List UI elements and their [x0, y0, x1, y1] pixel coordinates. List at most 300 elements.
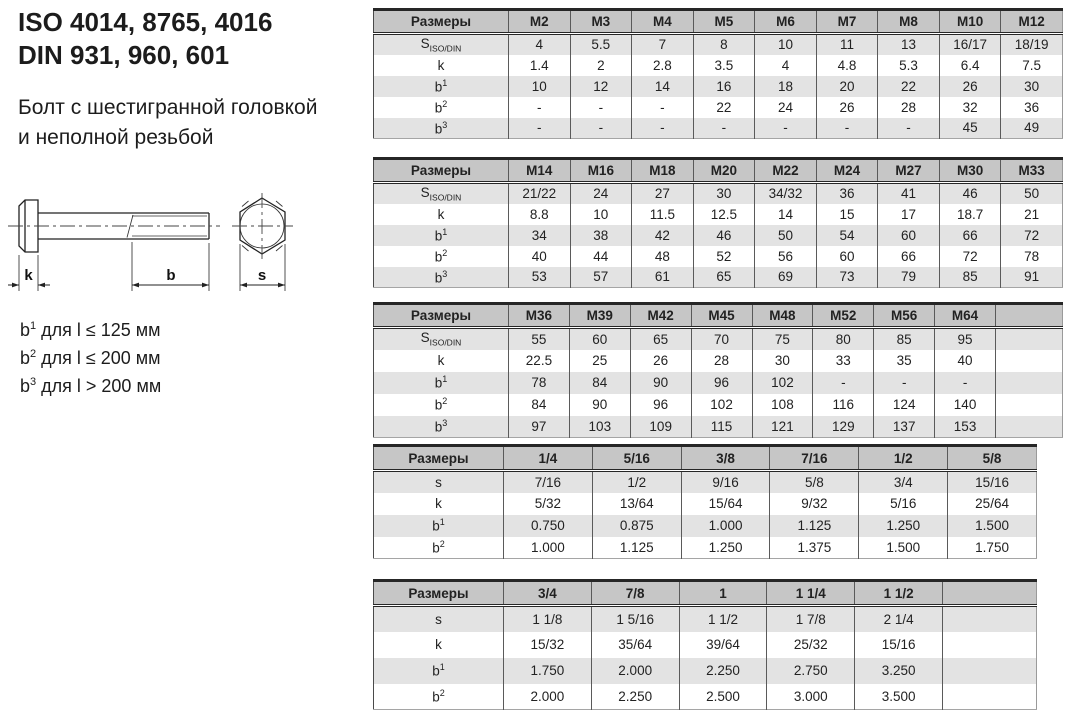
column-header: 7/16: [770, 446, 859, 471]
table-row-b2: [374, 246, 1063, 267]
value-cell: 46: [939, 183, 1001, 204]
column-header: M16: [570, 159, 632, 183]
value-cell: 3.000: [767, 684, 855, 710]
value-cell: 46: [693, 225, 755, 246]
value-cell: 3/4: [859, 471, 948, 493]
value-cell: 129: [813, 416, 874, 438]
column-header: M10: [939, 10, 1001, 34]
row-label-b2: $b^2$: [432, 539, 445, 556]
value-cell: 1 1/2: [679, 606, 767, 632]
row-label-s-iso-din: $S_{ISO/DIN}$: [374, 328, 509, 350]
value-cell: 2.000: [591, 658, 679, 684]
value-cell: 36: [816, 183, 878, 204]
row-label-s: s: [374, 471, 504, 493]
column-header: 1/4: [504, 446, 593, 471]
row-label-b2: $b^2$: [432, 688, 445, 705]
value-cell: 35/64: [591, 632, 679, 658]
value-cell: 26: [816, 97, 878, 118]
table-metric-m2-m12: [373, 8, 1063, 139]
value-cell: 91: [1001, 267, 1063, 288]
value-cell: 2.8: [632, 55, 694, 76]
value-cell: 60: [878, 225, 940, 246]
empty-cell: [943, 684, 1037, 710]
table-row-b1: [374, 658, 1037, 684]
value-cell: 34/32: [755, 183, 817, 204]
table-row-b3: [374, 267, 1063, 288]
column-header: 3/8: [681, 446, 770, 471]
value-cell: 12.5: [693, 204, 755, 225]
value-cell: 14: [632, 76, 694, 97]
column-header: M24: [816, 159, 878, 183]
column-header: M14: [509, 159, 571, 183]
value-cell: 56: [755, 246, 817, 267]
column-header: M12: [1001, 10, 1063, 34]
value-cell: 4: [509, 34, 571, 55]
value-cell: 14: [755, 204, 817, 225]
table-row-b1: [374, 225, 1063, 246]
doc-title-line1: ISO 4014, 8765, 4016: [18, 7, 273, 37]
column-header: M5: [693, 10, 755, 34]
row-label-s: s: [374, 606, 504, 632]
value-cell: 3.500: [855, 684, 943, 710]
value-cell: 28: [691, 350, 752, 372]
value-cell: 52: [693, 246, 755, 267]
value-cell: 1.250: [859, 515, 948, 537]
value-cell: 45: [939, 118, 1001, 139]
value-cell: 27: [632, 183, 694, 204]
table-row-b1: [374, 515, 1037, 537]
footnote-b2: $b^2$ для l ≤ 200 мм: [20, 348, 161, 368]
value-cell: 9/16: [681, 471, 770, 493]
column-header: M56: [874, 304, 935, 328]
column-header-empty: [943, 581, 1037, 606]
value-cell: -: [570, 118, 632, 139]
value-cell: 49: [1001, 118, 1063, 139]
value-cell: 0.875: [592, 515, 681, 537]
row-label-b3: $b^3$: [374, 267, 509, 288]
value-cell: 78: [509, 372, 570, 394]
value-cell: -: [632, 118, 694, 139]
empty-cell: [996, 328, 1063, 350]
value-cell: 102: [691, 394, 752, 416]
value-cell: 5/8: [770, 471, 859, 493]
value-cell: 137: [874, 416, 935, 438]
value-cell: 1.125: [770, 515, 859, 537]
value-cell: 54: [816, 225, 878, 246]
value-cell: 13/64: [592, 493, 681, 515]
value-cell: 61: [632, 267, 694, 288]
table-row-k: [374, 350, 1063, 372]
value-cell: 57: [570, 267, 632, 288]
value-cell: -: [816, 118, 878, 139]
row-label-k: k: [437, 57, 445, 73]
column-header-empty: [996, 304, 1063, 328]
value-cell: 79: [878, 267, 940, 288]
value-cell: 72: [939, 246, 1001, 267]
value-cell: 18/19: [1001, 34, 1063, 55]
value-cell: -: [570, 97, 632, 118]
column-header: M36: [509, 304, 570, 328]
value-cell: -: [509, 97, 571, 118]
value-cell: 50: [755, 225, 817, 246]
table-header-row: [374, 581, 1037, 606]
doc-title-line2: DIN 931, 960, 601: [18, 40, 230, 70]
value-cell: 12: [570, 76, 632, 97]
empty-cell: [996, 394, 1063, 416]
value-cell: 16: [693, 76, 755, 97]
value-cell: 15/64: [681, 493, 770, 515]
value-cell: 22.5: [509, 350, 570, 372]
column-header: 1 1/2: [855, 581, 943, 606]
value-cell: 32: [939, 97, 1001, 118]
column-header: 5/16: [592, 446, 681, 471]
value-cell: 60: [569, 328, 630, 350]
value-cell: 7.5: [1001, 55, 1063, 76]
value-cell: 30: [1001, 76, 1063, 97]
value-cell: 1 7/8: [767, 606, 855, 632]
value-cell: 2.750: [767, 658, 855, 684]
value-cell: 25/64: [948, 493, 1037, 515]
value-cell: 1.750: [948, 537, 1037, 559]
column-header: M48: [752, 304, 813, 328]
value-cell: 4: [755, 55, 817, 76]
column-header-sizes: Размеры: [374, 581, 504, 606]
value-cell: -: [693, 118, 755, 139]
value-cell: 116: [813, 394, 874, 416]
empty-cell: [943, 658, 1037, 684]
value-cell: 1/2: [592, 471, 681, 493]
value-cell: 65: [693, 267, 755, 288]
table-metric-m14-m33: [373, 157, 1063, 288]
value-cell: 96: [691, 372, 752, 394]
column-header: M42: [630, 304, 691, 328]
value-cell: 5.5: [570, 34, 632, 55]
value-cell: 9/32: [770, 493, 859, 515]
row-label-k: k: [437, 353, 445, 368]
row-label-b1: $b^1$: [374, 515, 504, 537]
value-cell: 153: [935, 416, 996, 438]
value-cell: 22: [693, 97, 755, 118]
value-cell: 85: [939, 267, 1001, 288]
table-row-b1: [374, 76, 1063, 97]
value-cell: 55: [509, 328, 570, 350]
table-row-b3: [374, 416, 1063, 438]
table-row-k: [374, 204, 1063, 225]
value-cell: 30: [693, 183, 755, 204]
value-cell: 1.125: [592, 537, 681, 559]
value-cell: 2: [570, 55, 632, 76]
value-cell: 1.000: [681, 515, 770, 537]
value-cell: 65: [630, 328, 691, 350]
value-cell: 11.5: [632, 204, 694, 225]
table-row-b2: [374, 537, 1037, 559]
value-cell: 15/32: [504, 632, 592, 658]
value-cell: 16/17: [939, 34, 1001, 55]
dim-label-s: s: [257, 267, 267, 284]
value-cell: 1.750: [504, 658, 592, 684]
value-cell: 90: [630, 372, 691, 394]
empty-cell: [996, 372, 1063, 394]
value-cell: 2.250: [591, 684, 679, 710]
column-header: M27: [878, 159, 940, 183]
value-cell: 70: [691, 328, 752, 350]
bolt-drawing: [5, 190, 325, 315]
value-cell: 72: [1001, 225, 1063, 246]
value-cell: 2.000: [504, 684, 592, 710]
value-cell: 2.500: [679, 684, 767, 710]
row-label-b1: $b^1$: [374, 372, 509, 394]
table-row-k: [374, 493, 1037, 515]
table-row-b2: [374, 394, 1063, 416]
value-cell: 8.8: [509, 204, 571, 225]
value-cell: 103: [569, 416, 630, 438]
value-cell: 1.4: [509, 55, 571, 76]
value-cell: 2 1/4: [855, 606, 943, 632]
table-header-row: [374, 10, 1063, 34]
table-row-k: [374, 632, 1037, 658]
value-cell: -: [878, 118, 940, 139]
value-cell: 15: [816, 204, 878, 225]
row-label-b1: $b^1$: [374, 658, 504, 684]
value-cell: -: [509, 118, 571, 139]
column-header: 1 1/4: [767, 581, 855, 606]
value-cell: 95: [935, 328, 996, 350]
value-cell: 53: [509, 267, 571, 288]
column-header-sizes: Размеры: [374, 304, 509, 328]
table-inch-large: [373, 579, 1037, 710]
row-label-b2: $b^2$: [434, 396, 448, 413]
table-row-s-iso-din: [374, 328, 1063, 350]
table-header-row: [374, 304, 1063, 328]
row-label-b3: $b^3$: [374, 416, 509, 438]
value-cell: 69: [755, 267, 817, 288]
value-cell: 6.4: [939, 55, 1001, 76]
column-header: 5/8: [948, 446, 1037, 471]
column-header-sizes: Размеры: [374, 159, 509, 183]
value-cell: 5/16: [859, 493, 948, 515]
value-cell: 1.500: [948, 515, 1037, 537]
dim-label-b: b: [166, 267, 176, 284]
table-header-row: [374, 446, 1037, 471]
value-cell: 22: [878, 76, 940, 97]
doc-subtitle: [18, 93, 317, 153]
table-header-row: [374, 159, 1063, 183]
doc-subtitle-line1: Болт с шестигранной головкой: [18, 96, 318, 119]
value-cell: 41: [878, 183, 940, 204]
table-row-b2: [374, 97, 1063, 118]
column-header-sizes: Размеры: [374, 10, 509, 34]
table-row-s-iso-din: [374, 34, 1063, 55]
column-header: M39: [569, 304, 630, 328]
value-cell: 40: [509, 246, 571, 267]
value-cell: 78: [1001, 246, 1063, 267]
footnotes: [20, 314, 161, 398]
value-cell: 80: [813, 328, 874, 350]
value-cell: 1 1/8: [504, 606, 592, 632]
column-header: M3: [570, 10, 632, 34]
column-header: M6: [755, 10, 817, 34]
value-cell: 13: [878, 34, 940, 55]
dim-label-k: k: [24, 267, 33, 284]
footnote-b3: $b^3$ для l > 200 мм: [20, 376, 162, 396]
value-cell: 102: [752, 372, 813, 394]
value-cell: 97: [509, 416, 570, 438]
column-header: M33: [1001, 159, 1063, 183]
column-header: 1: [679, 581, 767, 606]
row-label-b2: $b^2$: [434, 98, 448, 116]
row-label-b3: $b^3$: [374, 118, 509, 139]
value-cell: 124: [874, 394, 935, 416]
value-cell: 96: [630, 394, 691, 416]
row-label-b1: $b^1$: [374, 76, 509, 97]
value-cell: 115: [691, 416, 752, 438]
value-cell: 109: [630, 416, 691, 438]
table-row-b3: [374, 118, 1063, 139]
column-header: M2: [509, 10, 571, 34]
dimension-b: [132, 242, 209, 291]
value-cell: 38: [570, 225, 632, 246]
value-cell: 4.8: [816, 55, 878, 76]
doc-title: [18, 6, 272, 72]
row-label-k: k: [437, 206, 445, 222]
column-header: M8: [878, 10, 940, 34]
value-cell: 1.500: [859, 537, 948, 559]
value-cell: -: [755, 118, 817, 139]
empty-cell: [943, 606, 1037, 632]
value-cell: 34: [509, 225, 571, 246]
value-cell: 108: [752, 394, 813, 416]
column-header: 3/4: [504, 581, 592, 606]
value-cell: 73: [816, 267, 878, 288]
footnote-b1: $b^1$ для l ≤ 125 мм: [20, 320, 161, 340]
value-cell: 35: [874, 350, 935, 372]
column-header: M45: [691, 304, 752, 328]
value-cell: 44: [570, 246, 632, 267]
value-cell: 28: [878, 97, 940, 118]
row-label-k: k: [435, 637, 442, 652]
value-cell: -: [874, 372, 935, 394]
value-cell: 18: [755, 76, 817, 97]
value-cell: 60: [816, 246, 878, 267]
table-row-s: [374, 606, 1037, 632]
value-cell: 50: [1001, 183, 1063, 204]
value-cell: 21: [1001, 204, 1063, 225]
value-cell: 121: [752, 416, 813, 438]
value-cell: 39/64: [679, 632, 767, 658]
value-cell: 15/16: [855, 632, 943, 658]
column-header: M4: [632, 10, 694, 34]
table-row-k: [374, 55, 1063, 76]
value-cell: 3.250: [855, 658, 943, 684]
value-cell: 1.375: [770, 537, 859, 559]
column-header: 1/2: [859, 446, 948, 471]
value-cell: 21/22: [509, 183, 571, 204]
table-row-s-iso-din: [374, 183, 1063, 204]
value-cell: 48: [632, 246, 694, 267]
value-cell: -: [935, 372, 996, 394]
column-header: M30: [939, 159, 1001, 183]
value-cell: 36: [1001, 97, 1063, 118]
value-cell: 2.250: [679, 658, 767, 684]
value-cell: 66: [878, 246, 940, 267]
column-header: 7/8: [591, 581, 679, 606]
column-header: M18: [632, 159, 694, 183]
value-cell: 84: [569, 372, 630, 394]
doc-subtitle-line2: и неполной резьбой: [18, 126, 214, 149]
row-label-s-iso-din: $S_{ISO/DIN}$: [374, 34, 509, 55]
value-cell: 1.000: [504, 537, 593, 559]
value-cell: 8: [693, 34, 755, 55]
hex-end-view: [232, 193, 293, 259]
table-row-b1: [374, 372, 1063, 394]
column-header: M7: [816, 10, 878, 34]
value-cell: 3.5: [693, 55, 755, 76]
value-cell: 75: [752, 328, 813, 350]
table-row-b2: [374, 684, 1037, 710]
value-cell: 25: [569, 350, 630, 372]
table-metric-m36-m64: [373, 302, 1063, 438]
value-cell: 7: [632, 34, 694, 55]
value-cell: 7/16: [504, 471, 593, 493]
empty-cell: [996, 416, 1063, 438]
row-label-b2: $b^2$: [434, 247, 448, 265]
value-cell: 140: [935, 394, 996, 416]
value-cell: 1 5/16: [591, 606, 679, 632]
value-cell: 17: [878, 204, 940, 225]
value-cell: -: [813, 372, 874, 394]
row-label-b1: $b^1$: [374, 225, 509, 246]
value-cell: 42: [632, 225, 694, 246]
value-cell: 25/32: [767, 632, 855, 658]
value-cell: 33: [813, 350, 874, 372]
dimension-s: [240, 244, 285, 291]
value-cell: 20: [816, 76, 878, 97]
column-header: M20: [693, 159, 755, 183]
value-cell: 24: [755, 97, 817, 118]
value-cell: 26: [939, 76, 1001, 97]
value-cell: 5/32: [504, 493, 593, 515]
value-cell: 26: [630, 350, 691, 372]
value-cell: 1.250: [681, 537, 770, 559]
value-cell: 0.750: [504, 515, 593, 537]
row-label-k: k: [435, 496, 442, 511]
value-cell: 40: [935, 350, 996, 372]
column-header: M52: [813, 304, 874, 328]
column-header-sizes: Размеры: [374, 446, 504, 471]
value-cell: 18.7: [939, 204, 1001, 225]
row-label-s-iso-din: $S_{ISO/DIN}$: [374, 183, 509, 204]
value-cell: 90: [569, 394, 630, 416]
empty-cell: [996, 350, 1063, 372]
value-cell: 10: [755, 34, 817, 55]
table-row-s: [374, 471, 1037, 493]
value-cell: 85: [874, 328, 935, 350]
value-cell: 30: [752, 350, 813, 372]
dimension-k: [8, 255, 50, 291]
value-cell: 15/16: [948, 471, 1037, 493]
value-cell: 10: [570, 204, 632, 225]
value-cell: -: [632, 97, 694, 118]
value-cell: 66: [939, 225, 1001, 246]
value-cell: 84: [509, 394, 570, 416]
value-cell: 11: [816, 34, 878, 55]
value-cell: 10: [509, 76, 571, 97]
table-inch-small: [373, 444, 1037, 559]
empty-cell: [943, 632, 1037, 658]
value-cell: 5.3: [878, 55, 940, 76]
column-header: M22: [755, 159, 817, 183]
value-cell: 24: [570, 183, 632, 204]
